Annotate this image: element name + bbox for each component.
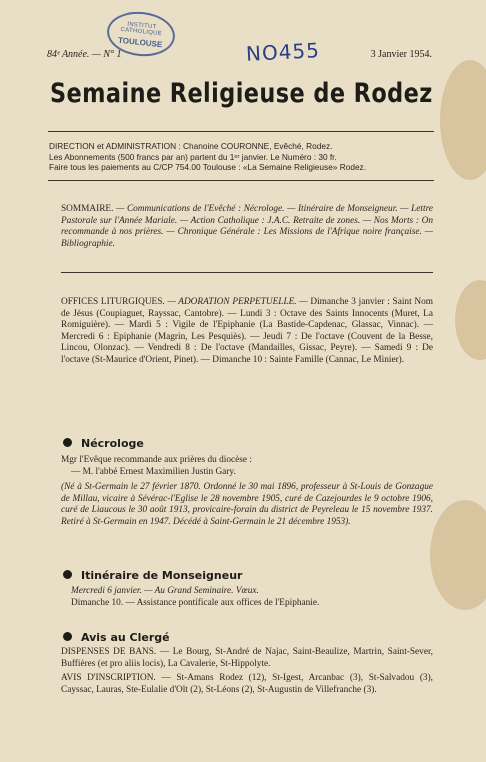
section-rule	[61, 272, 433, 273]
paper-stain	[430, 500, 486, 610]
avis-heading: Avis au Clergé	[63, 631, 170, 644]
administration-block: DIRECTION et ADMINISTRATION : Chanoine COURONNE, Evêché, Rodez. Les Abonnements (500 francs par an) partent du 1ᵉʳ janvier. Le Numéro : 30 fr. Faire tous les paiements au C/CP 754.00 Toulouse : «La Semaine Religieuse» Rodez.	[49, 141, 367, 173]
issue-meta	[47, 49, 432, 60]
bullet-icon	[63, 570, 72, 579]
admin-rule	[48, 180, 434, 181]
bullet-icon	[63, 438, 72, 447]
bullet-icon	[63, 632, 72, 641]
masthead-rule	[48, 131, 434, 132]
necrologe-heading: Nécrologe	[63, 437, 144, 450]
itineraire-block: Mercredi 6 janvier. — Au Grand Seminaire. Vœux. Dimanche 10. — Assistance pontificale aux offices de l'Epiphanie.	[71, 586, 320, 608]
offices-block: OFFICES LITURGIQUES. — ADORATION PERPETUELLE. — Dimanche 3 janvier : Saint Nom de Jésus (Coupiaguet, Rayssac, Cantobre). — Lundi 3 : Octave des Saints Innocents (Muret, La Romiguière). — Mardi 5 : Vigile de l'Epiphanie (La Bastide-Capdenac, Glassac, Vinnac). — Mercredi 6 : Epiphanie (Magrin, Les Pesquiès). — Jeudi 7 : De l'octave (Couvent de la Besse, Lincou, Olonzac). — Vendredi 8 : De l'octave (Mandailles, Gissac, Peyre). — Samedi 9 : De l'octave (St-Maurice d'Orient, Pinet). — Dimanche 10 : Sainte Famille (Cannac, Le Minier).	[61, 297, 433, 365]
sommaire-block: SOMMAIRE. — Communications de l'Evêché : Nécrologe. — Itinéraire de Monseigneur. — Lettre Pastorale sur l'Année Mariale. — Action Catholique : J.A.C. Retraite de zones. — Nos Morts : On recommande à nos prières. — Chronique Générale : Les Missions de l'Afrique noire française. — Bibliographie.	[61, 204, 433, 249]
paper-stain	[440, 60, 486, 180]
handwritten-ref: NO455	[245, 38, 321, 66]
itineraire-heading: Itinéraire de Monseigneur	[63, 569, 242, 582]
library-stamp: INSTITUT CATHOLIQUE TOULOUSE	[105, 9, 177, 60]
masthead-title: Semaine Religieuse de Rodez	[50, 78, 433, 109]
necrologe-block: Mgr l'Evêque recommande aux prières du diocèse : — M. l'abbé Ernest Maximilien Justin Gary. (Né à St-Germain le 27 février 1870. Ordonné le 30 mai 1896, professeur à St-Louis de Gonzague de Millau, vicaire à Sévérac-l'Eglise le 28 novembre 1905, curé de Cazejourdes le 9 octobre 1906, curé de Liaucous le 30 août 1913, provicaire-forain du district de Peyreleau le 15 novembre 1937. Retiré à St-Germain en 1947. Décédé à Saint-Germain le 21 décembre 1953).	[61, 455, 433, 527]
paper-stain	[455, 280, 486, 360]
issue-year: 84ᵉ Année. — N° 1	[47, 49, 122, 60]
issue-date: 3 Janvier 1954.	[370, 49, 432, 60]
avis-block: DISPENSES DE BANS. — Le Bourg, St-André de Najac, Saint-Beaulize, Martrin, Saint-Sever, Buffières (et pro aliis locis), La Cavalerie, St-Hippolyte. AVIS D'INSCRIPTION. — St-Amans Rodez (12), St-Igest, Arcanbac (3), St-Salvadou (3), Cayssac, Lauras, Ste-Eulalie d'Olt (2), St-Léons (2), St-Augustin de Villefranche (3).	[61, 647, 433, 695]
